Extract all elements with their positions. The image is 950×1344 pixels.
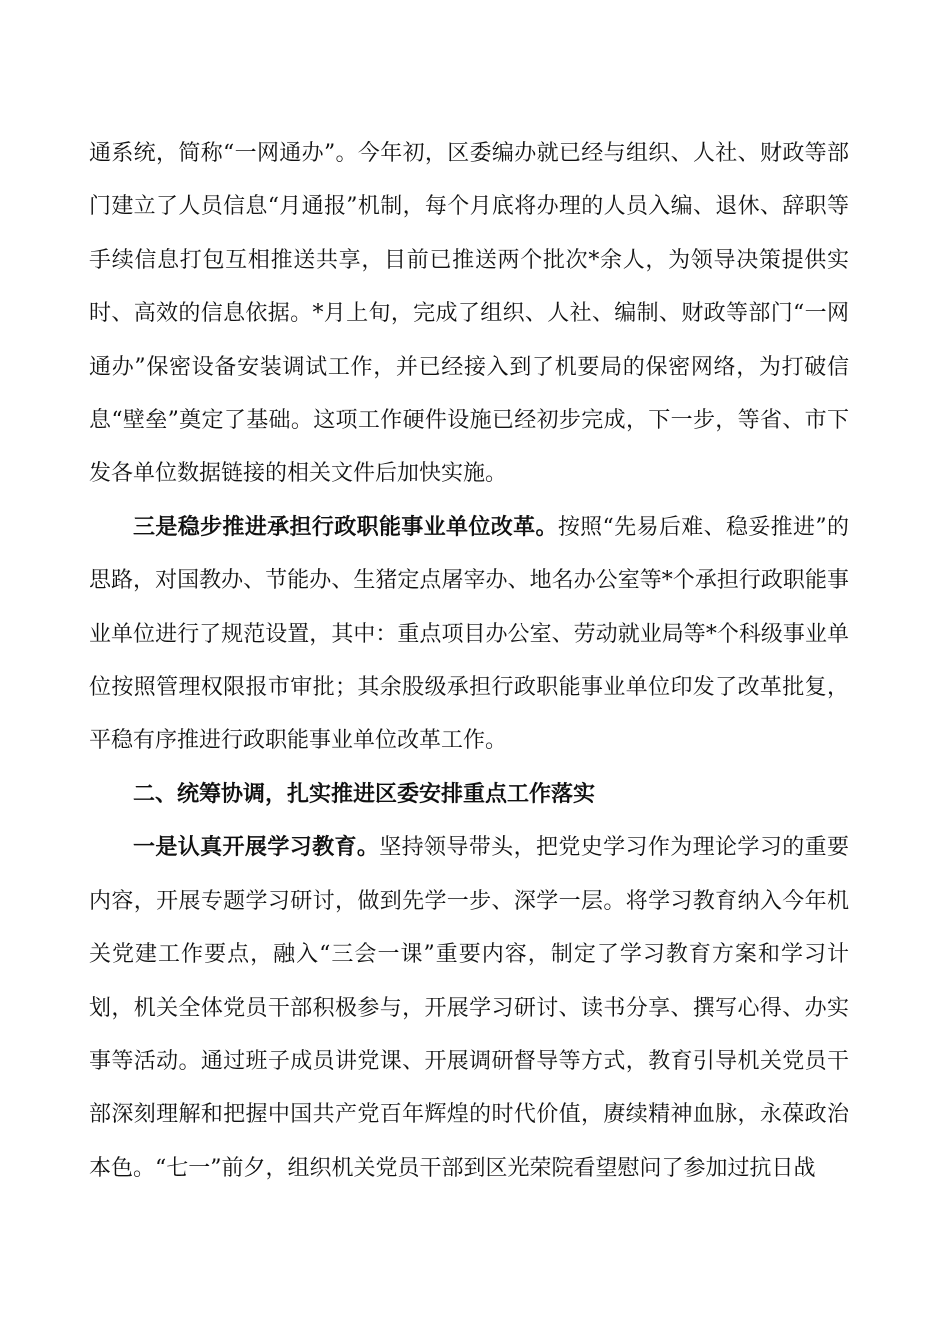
paragraph-text: 坚持领导带头，把党史学习作为理论学习的重要内容，开展专题学习研讨，做到先学一步、深学一层。将学习教育纳入今年机关党建工作要点，融入“三会一课”重要内容，制定了学习教育方案和学习计划，机关全体党员干部积极参与，开展学习研讨、读书分享、撰写心得、办实事等活动。通过班子成员讲党课、开展调研督导等方式，教育引导机关党员干部深刻理解和把握中国共产党百年辉煌的时代价值，赓续精神血脉，永葆政治本色。“七一”前夕，组织机关党员干部到区光荣院看望慰问了参加过抗日战 — [89, 835, 849, 1181]
paragraph-reform — [89, 501, 849, 768]
paragraph-lead: 三是稳步推进承担行政职能事业单位改革。 — [133, 513, 558, 540]
paragraph-text: 按照“先易后难、稳妥推进”的思路，对国教办、节能办、生猪定点屠宰办、地名办公室等*个承担行政职能事业单位进行了规范设置，其中：重点项目办公室、劳动就业局等*个科级事业单位按照管理权限报市审批；其余股级承担行政职能事业单位印发了改革批复，平稳有序推进行政职能事业单位改革工作。 — [89, 514, 849, 754]
paragraph-study — [89, 821, 849, 1195]
section-heading — [89, 768, 849, 821]
section-heading-text: 二、统筹协调，扎实推进区委安排重点工作落实 — [133, 780, 596, 807]
document-body — [89, 127, 849, 1195]
paragraph-continued — [89, 127, 849, 501]
paragraph-text: 通系统，简称“一网通办”。今年初，区委编办就已经与组织、人社、财政等部门建立了人员信息“月通报”机制，每个月底将办理的人员入编、退休、辞职等手续信息打包互相推送共享，目前已推送两个批次*余人，为领导决策提供实时、高效的信息依据。*月上旬，完成了组织、人社、编制、财政等部门“一网通办”保密设备安装调试工作，并已经接入到了机要局的保密网络，为打破信息“壁垒”奠定了基础。这项工作硬件设施已经初步完成，下一步，等省、市下发各单位数据链接的相关文件后加快实施。 — [89, 141, 849, 487]
paragraph-lead: 一是认真开展学习教育。 — [133, 834, 380, 861]
